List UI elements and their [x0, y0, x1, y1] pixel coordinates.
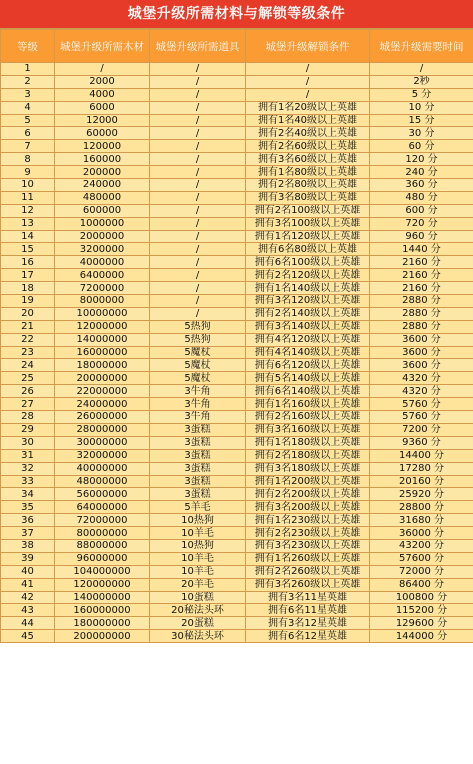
cell-level: 25	[1, 372, 55, 385]
cell-time: 2秒	[370, 75, 473, 88]
cell-items: /	[150, 230, 246, 243]
header-wood: 城堡升级所需木材	[55, 30, 150, 63]
cell-level: 11	[1, 191, 55, 204]
cell-time: 2160 分	[370, 282, 473, 295]
cell-time: 1440 分	[370, 243, 473, 256]
cell-unlock-condition: 拥有1名80级以上英雄	[246, 166, 370, 179]
cell-items: 5热狗	[150, 333, 246, 346]
cell-wood: 80000000	[55, 527, 150, 540]
cell-level: 29	[1, 423, 55, 436]
cell-items: /	[150, 75, 246, 88]
cell-time: 72000 分	[370, 565, 473, 578]
cell-items: 3蛋糕	[150, 462, 246, 475]
table-row	[1, 307, 473, 320]
table-row	[1, 539, 473, 552]
table-row	[1, 565, 473, 578]
table-row	[1, 398, 473, 411]
table-row	[1, 578, 473, 591]
cell-unlock-condition: 拥有1名230级以上英雄	[246, 514, 370, 527]
table-row	[1, 191, 473, 204]
cell-unlock-condition: 拥有2名40级以上英雄	[246, 127, 370, 140]
cell-unlock-condition: 拥有2名160级以上英雄	[246, 411, 370, 424]
cell-items: /	[150, 307, 246, 320]
cell-time: 360 分	[370, 179, 473, 192]
cell-time: 2160 分	[370, 256, 473, 269]
cell-level: 30	[1, 436, 55, 449]
cell-level: 31	[1, 449, 55, 462]
cell-level: 8	[1, 153, 55, 166]
cell-level: 40	[1, 565, 55, 578]
cell-items: /	[150, 191, 246, 204]
cell-items: /	[150, 295, 246, 308]
cell-wood: 2000	[55, 75, 150, 88]
cell-time: /	[370, 63, 473, 76]
cell-items: 10羊毛	[150, 565, 246, 578]
cell-unlock-condition: 拥有1名200级以上英雄	[246, 475, 370, 488]
cell-unlock-condition: 拥有1名180级以上英雄	[246, 436, 370, 449]
cell-level: 37	[1, 527, 55, 540]
cell-items: 5羊毛	[150, 501, 246, 514]
table-row	[1, 63, 473, 76]
cell-unlock-condition: 拥有3名230级以上英雄	[246, 539, 370, 552]
cell-unlock-condition: 拥有1名260级以上英雄	[246, 552, 370, 565]
table-row	[1, 385, 473, 398]
cell-unlock-condition: 拥有5名140级以上英雄	[246, 372, 370, 385]
cell-level: 4	[1, 101, 55, 114]
cell-level: 42	[1, 591, 55, 604]
cell-time: 5 分	[370, 88, 473, 101]
table-row	[1, 230, 473, 243]
cell-wood: 26000000	[55, 411, 150, 424]
upgrade-table	[0, 29, 473, 643]
cell-items: /	[150, 217, 246, 230]
cell-wood: 18000000	[55, 359, 150, 372]
cell-level: 36	[1, 514, 55, 527]
table-row	[1, 114, 473, 127]
cell-items: 10羊毛	[150, 552, 246, 565]
cell-unlock-condition: 拥有6名100级以上英雄	[246, 256, 370, 269]
cell-level: 13	[1, 217, 55, 230]
cell-items: 10热狗	[150, 539, 246, 552]
cell-items: 3蛋糕	[150, 488, 246, 501]
cell-wood: 28000000	[55, 423, 150, 436]
cell-wood: 104000000	[55, 565, 150, 578]
table-row	[1, 295, 473, 308]
table-row	[1, 75, 473, 88]
cell-items: /	[150, 179, 246, 192]
cell-wood: 4000000	[55, 256, 150, 269]
table-row	[1, 217, 473, 230]
cell-unlock-condition: 拥有2名100级以上英雄	[246, 204, 370, 217]
cell-time: 2160 分	[370, 269, 473, 282]
cell-time: 240 分	[370, 166, 473, 179]
table-row	[1, 514, 473, 527]
cell-unlock-condition: 拥有1名120级以上英雄	[246, 230, 370, 243]
cell-level: 14	[1, 230, 55, 243]
cell-wood: 48000000	[55, 475, 150, 488]
cell-wood: /	[55, 63, 150, 76]
cell-level: 2	[1, 75, 55, 88]
cell-items: /	[150, 204, 246, 217]
cell-unlock-condition: 拥有6名80级以上英雄	[246, 243, 370, 256]
cell-level: 23	[1, 346, 55, 359]
cell-wood: 600000	[55, 204, 150, 217]
cell-level: 22	[1, 333, 55, 346]
cell-level: 21	[1, 320, 55, 333]
cell-unlock-condition: 拥有2名230级以上英雄	[246, 527, 370, 540]
cell-unlock-condition: 拥有3名12星英雄	[246, 617, 370, 630]
cell-level: 10	[1, 179, 55, 192]
cell-time: 5760 分	[370, 398, 473, 411]
cell-level: 15	[1, 243, 55, 256]
table-row	[1, 256, 473, 269]
cell-wood: 22000000	[55, 385, 150, 398]
cell-unlock-condition: 拥有6名12星英雄	[246, 630, 370, 643]
cell-time: 3600 分	[370, 333, 473, 346]
cell-wood: 64000000	[55, 501, 150, 514]
cell-items: /	[150, 153, 246, 166]
cell-time: 57600 分	[370, 552, 473, 565]
cell-time: 129600 分	[370, 617, 473, 630]
cell-level: 1	[1, 63, 55, 76]
cell-unlock-condition: 拥有1名40级以上英雄	[246, 114, 370, 127]
cell-time: 20160 分	[370, 475, 473, 488]
cell-items: 20蛋糕	[150, 617, 246, 630]
cell-unlock-condition: /	[246, 88, 370, 101]
cell-wood: 12000	[55, 114, 150, 127]
cell-items: /	[150, 63, 246, 76]
cell-level: 17	[1, 269, 55, 282]
cell-unlock-condition: 拥有3名60级以上英雄	[246, 153, 370, 166]
table-row	[1, 501, 473, 514]
cell-wood: 160000	[55, 153, 150, 166]
table-row	[1, 488, 473, 501]
cell-time: 960 分	[370, 230, 473, 243]
table-row	[1, 604, 473, 617]
cell-unlock-condition: /	[246, 75, 370, 88]
table-row	[1, 423, 473, 436]
cell-unlock-condition: 拥有6名120级以上英雄	[246, 359, 370, 372]
cell-level: 28	[1, 411, 55, 424]
cell-time: 4320 分	[370, 372, 473, 385]
table-row	[1, 359, 473, 372]
cell-items: 3牛角	[150, 385, 246, 398]
table-row	[1, 269, 473, 282]
cell-wood: 240000	[55, 179, 150, 192]
cell-items: 5热狗	[150, 320, 246, 333]
cell-unlock-condition: 拥有4名140级以上英雄	[246, 346, 370, 359]
cell-time: 120 分	[370, 153, 473, 166]
table-row	[1, 127, 473, 140]
cell-unlock-condition: 拥有3名100级以上英雄	[246, 217, 370, 230]
cell-wood: 10000000	[55, 307, 150, 320]
header-items: 城堡升级所需道具	[150, 30, 246, 63]
cell-unlock-condition: 拥有3名80级以上英雄	[246, 191, 370, 204]
cell-level: 5	[1, 114, 55, 127]
table-row	[1, 179, 473, 192]
cell-time: 7200 分	[370, 423, 473, 436]
cell-wood: 480000	[55, 191, 150, 204]
table-row	[1, 204, 473, 217]
cell-time: 60 分	[370, 140, 473, 153]
table-row	[1, 346, 473, 359]
cell-unlock-condition: 拥有3名11星英雄	[246, 591, 370, 604]
cell-time: 9360 分	[370, 436, 473, 449]
cell-level: 27	[1, 398, 55, 411]
cell-time: 2880 分	[370, 295, 473, 308]
cell-unlock-condition: 拥有1名140级以上英雄	[246, 282, 370, 295]
cell-wood: 1000000	[55, 217, 150, 230]
cell-wood: 16000000	[55, 346, 150, 359]
cell-wood: 56000000	[55, 488, 150, 501]
cell-unlock-condition: 拥有2名260级以上英雄	[246, 565, 370, 578]
cell-time: 31680 分	[370, 514, 473, 527]
cell-time: 2880 分	[370, 320, 473, 333]
cell-wood: 2000000	[55, 230, 150, 243]
cell-unlock-condition: 拥有3名160级以上英雄	[246, 423, 370, 436]
table-row	[1, 630, 473, 643]
cell-wood: 20000000	[55, 372, 150, 385]
cell-time: 15 分	[370, 114, 473, 127]
cell-items: 20羊毛	[150, 578, 246, 591]
cell-items: 10热狗	[150, 514, 246, 527]
cell-items: 3蛋糕	[150, 475, 246, 488]
cell-time: 10 分	[370, 101, 473, 114]
cell-unlock-condition: 拥有3名260级以上英雄	[246, 578, 370, 591]
cell-unlock-condition: 拥有2名180级以上英雄	[246, 449, 370, 462]
cell-items: 10羊毛	[150, 527, 246, 540]
cell-items: 20秘法头环	[150, 604, 246, 617]
cell-items: 5魔杖	[150, 372, 246, 385]
cell-level: 43	[1, 604, 55, 617]
cell-wood: 30000000	[55, 436, 150, 449]
cell-items: /	[150, 140, 246, 153]
cell-items: 3蛋糕	[150, 436, 246, 449]
cell-unlock-condition: 拥有2名140级以上英雄	[246, 307, 370, 320]
cell-wood: 180000000	[55, 617, 150, 630]
cell-wood: 72000000	[55, 514, 150, 527]
sheet-title: 城堡升级所需材料与解锁等级条件	[0, 0, 473, 29]
cell-time: 3600 分	[370, 346, 473, 359]
cell-level: 35	[1, 501, 55, 514]
cell-wood: 8000000	[55, 295, 150, 308]
cell-time: 4320 分	[370, 385, 473, 398]
cell-unlock-condition: 拥有2名120级以上英雄	[246, 269, 370, 282]
cell-items: 10蛋糕	[150, 591, 246, 604]
cell-items: 3蛋糕	[150, 449, 246, 462]
cell-time: 14400 分	[370, 449, 473, 462]
cell-items: /	[150, 269, 246, 282]
cell-level: 20	[1, 307, 55, 320]
cell-unlock-condition: 拥有2名80级以上英雄	[246, 179, 370, 192]
cell-level: 45	[1, 630, 55, 643]
cell-items: /	[150, 101, 246, 114]
cell-wood: 32000000	[55, 449, 150, 462]
header-level: 等级	[1, 30, 55, 63]
table-row	[1, 552, 473, 565]
cell-items: 3牛角	[150, 398, 246, 411]
cell-wood: 200000	[55, 166, 150, 179]
cell-wood: 60000	[55, 127, 150, 140]
cell-wood: 6000	[55, 101, 150, 114]
table-row	[1, 153, 473, 166]
cell-level: 19	[1, 295, 55, 308]
cell-items: 5魔杖	[150, 359, 246, 372]
table-row	[1, 372, 473, 385]
table-row	[1, 320, 473, 333]
header-unlock-condition: 城堡升级解锁条件	[246, 30, 370, 63]
table-row	[1, 591, 473, 604]
cell-time: 600 分	[370, 204, 473, 217]
cell-time: 100800 分	[370, 591, 473, 604]
cell-items: /	[150, 256, 246, 269]
cell-wood: 14000000	[55, 333, 150, 346]
cell-unlock-condition: 拥有3名120级以上英雄	[246, 295, 370, 308]
cell-level: 3	[1, 88, 55, 101]
cell-time: 43200 分	[370, 539, 473, 552]
cell-level: 16	[1, 256, 55, 269]
cell-time: 17280 分	[370, 462, 473, 475]
table-row	[1, 449, 473, 462]
cell-time: 25920 分	[370, 488, 473, 501]
cell-unlock-condition: /	[246, 63, 370, 76]
cell-level: 6	[1, 127, 55, 140]
cell-items: 5魔杖	[150, 346, 246, 359]
header-time: 城堡升级需要时间	[370, 30, 473, 63]
cell-level: 7	[1, 140, 55, 153]
cell-wood: 200000000	[55, 630, 150, 643]
cell-time: 480 分	[370, 191, 473, 204]
header-row	[1, 30, 473, 63]
cell-wood: 40000000	[55, 462, 150, 475]
cell-items: /	[150, 243, 246, 256]
cell-items: /	[150, 88, 246, 101]
cell-level: 38	[1, 539, 55, 552]
cell-level: 34	[1, 488, 55, 501]
cell-time: 144000 分	[370, 630, 473, 643]
cell-level: 32	[1, 462, 55, 475]
cell-time: 36000 分	[370, 527, 473, 540]
cell-items: 3蛋糕	[150, 423, 246, 436]
cell-unlock-condition: 拥有1名160级以上英雄	[246, 398, 370, 411]
table-row	[1, 282, 473, 295]
cell-items: 3牛角	[150, 411, 246, 424]
cell-time: 3600 分	[370, 359, 473, 372]
table-row	[1, 617, 473, 630]
cell-unlock-condition: 拥有3名140级以上英雄	[246, 320, 370, 333]
table-row	[1, 88, 473, 101]
cell-level: 33	[1, 475, 55, 488]
cell-unlock-condition: 拥有3名180级以上英雄	[246, 462, 370, 475]
cell-wood: 140000000	[55, 591, 150, 604]
cell-wood: 3200000	[55, 243, 150, 256]
cell-time: 28800 分	[370, 501, 473, 514]
table-row	[1, 333, 473, 346]
cell-time: 86400 分	[370, 578, 473, 591]
table-row	[1, 475, 473, 488]
cell-wood: 12000000	[55, 320, 150, 333]
table-row	[1, 527, 473, 540]
cell-time: 5760 分	[370, 411, 473, 424]
cell-unlock-condition: 拥有2名200级以上英雄	[246, 488, 370, 501]
cell-level: 18	[1, 282, 55, 295]
table-row	[1, 166, 473, 179]
table-row	[1, 436, 473, 449]
cell-level: 9	[1, 166, 55, 179]
cell-level: 41	[1, 578, 55, 591]
table-row	[1, 101, 473, 114]
cell-items: /	[150, 114, 246, 127]
cell-items: /	[150, 166, 246, 179]
cell-wood: 4000	[55, 88, 150, 101]
cell-items: /	[150, 127, 246, 140]
cell-wood: 96000000	[55, 552, 150, 565]
cell-items: 30秘法头环	[150, 630, 246, 643]
cell-time: 720 分	[370, 217, 473, 230]
cell-wood: 120000	[55, 140, 150, 153]
cell-wood: 120000000	[55, 578, 150, 591]
cell-unlock-condition: 拥有2名60级以上英雄	[246, 140, 370, 153]
cell-unlock-condition: 拥有6名11星英雄	[246, 604, 370, 617]
cell-time: 115200 分	[370, 604, 473, 617]
table-row	[1, 140, 473, 153]
cell-level: 12	[1, 204, 55, 217]
table-row	[1, 462, 473, 475]
cell-level: 26	[1, 385, 55, 398]
cell-wood: 6400000	[55, 269, 150, 282]
cell-unlock-condition: 拥有3名200级以上英雄	[246, 501, 370, 514]
table-body	[1, 63, 473, 643]
cell-time: 30 分	[370, 127, 473, 140]
cell-level: 24	[1, 359, 55, 372]
cell-items: /	[150, 282, 246, 295]
cell-wood: 7200000	[55, 282, 150, 295]
cell-unlock-condition: 拥有6名140级以上英雄	[246, 385, 370, 398]
cell-unlock-condition: 拥有1名20级以上英雄	[246, 101, 370, 114]
cell-level: 39	[1, 552, 55, 565]
table-row	[1, 243, 473, 256]
cell-level: 44	[1, 617, 55, 630]
cell-wood: 88000000	[55, 539, 150, 552]
cell-time: 2880 分	[370, 307, 473, 320]
cell-wood: 24000000	[55, 398, 150, 411]
cell-wood: 160000000	[55, 604, 150, 617]
cell-unlock-condition: 拥有4名120级以上英雄	[246, 333, 370, 346]
table-row	[1, 411, 473, 424]
